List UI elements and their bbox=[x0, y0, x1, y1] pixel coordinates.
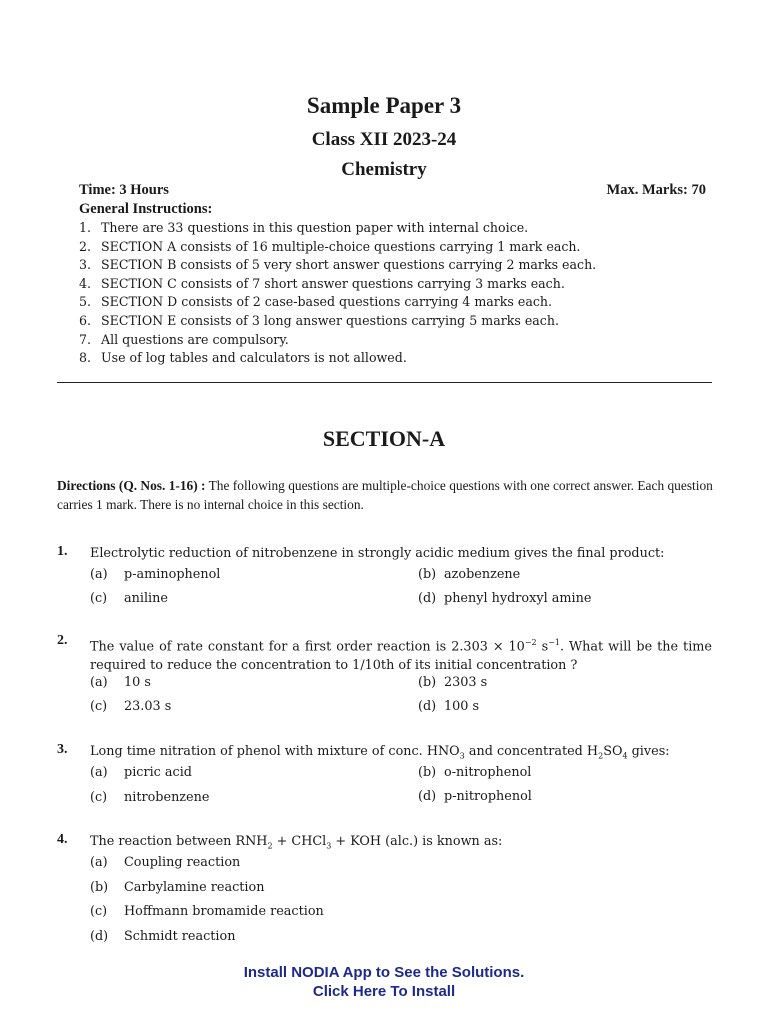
option-b bbox=[418, 565, 520, 584]
option-label: (c) bbox=[90, 790, 108, 805]
instruction-item bbox=[79, 293, 596, 312]
install-app-banner[interactable] bbox=[0, 963, 768, 1001]
option-text: 10 s bbox=[124, 675, 151, 690]
question-text-part: gives: bbox=[627, 744, 670, 759]
instruction-item bbox=[79, 238, 596, 257]
option-a bbox=[90, 673, 151, 692]
option-text: aniline bbox=[124, 591, 168, 606]
option-label: (c) bbox=[90, 904, 108, 919]
rate-constant: 2.303 × 10 bbox=[451, 639, 525, 655]
rate-exponent: −2 bbox=[524, 638, 537, 647]
question-text-part: The value of rate constant for a first order reaction is bbox=[90, 639, 452, 655]
instruction-number: 2. bbox=[79, 238, 92, 254]
section-title: SECTION-A bbox=[322, 426, 446, 451]
instruction-number: 3. bbox=[79, 257, 92, 273]
option-a bbox=[90, 763, 192, 782]
option-label: (a) bbox=[90, 855, 108, 870]
divider-line bbox=[57, 382, 712, 383]
instruction-text: SECTION E consists of 3 long answer questions carrying 5 marks each. bbox=[101, 312, 559, 328]
question-text-part: Long time nitration of phenol with mixture of conc. HNO bbox=[90, 744, 460, 759]
option-d bbox=[90, 927, 235, 946]
subscript: 3 bbox=[459, 751, 465, 761]
option-text: o-nitrophenol bbox=[444, 765, 532, 780]
option-b bbox=[418, 763, 531, 782]
instruction-number: 6. bbox=[79, 312, 92, 328]
option-d bbox=[418, 787, 532, 806]
option-c bbox=[90, 902, 324, 921]
option-text: Hoffmann bromamide reaction bbox=[124, 904, 324, 919]
install-app-link[interactable]: Install NODIA App to See the Solutions. bbox=[243, 964, 525, 981]
question-text: Electrolytic reduction of nitrobenzene in strongly acidic medium gives the final product: bbox=[90, 546, 665, 561]
option-label: (d) bbox=[90, 929, 109, 944]
instruction-item bbox=[79, 349, 596, 368]
subscript: 4 bbox=[622, 751, 628, 761]
question-text bbox=[90, 633, 712, 675]
instruction-number: 8. bbox=[79, 350, 92, 366]
option-b bbox=[90, 878, 264, 897]
option-label: (b) bbox=[418, 567, 437, 582]
instruction-text: There are 33 questions in this question paper with internal choice. bbox=[101, 220, 529, 235]
option-c bbox=[90, 589, 168, 608]
subscript: 2 bbox=[267, 841, 273, 851]
option-text: 23.03 s bbox=[124, 699, 172, 714]
instruction-number: 4. bbox=[79, 275, 92, 291]
option-a bbox=[90, 853, 240, 872]
time-label: Time: 3 Hours bbox=[79, 182, 169, 198]
instructions-list bbox=[79, 219, 596, 368]
instruction-text: SECTION D consists of 2 case-based questions carrying 4 marks each. bbox=[101, 294, 553, 310]
option-a bbox=[90, 565, 220, 584]
option-label: (c) bbox=[90, 591, 108, 606]
option-label: (a) bbox=[90, 675, 108, 690]
instruction-item bbox=[79, 312, 596, 331]
instruction-text: All questions are compulsory. bbox=[101, 331, 289, 347]
option-text: p-aminophenol bbox=[124, 567, 221, 582]
option-label: (b) bbox=[418, 675, 437, 690]
paper-title: Sample Paper 3 bbox=[306, 93, 462, 118]
option-text: p-nitrophenol bbox=[444, 789, 532, 804]
instruction-number: 1. bbox=[79, 220, 92, 235]
instruction-text: SECTION A consists of 16 multiple-choice questions carrying 1 mark each. bbox=[101, 238, 581, 254]
instructions-heading: General Instructions: bbox=[79, 201, 213, 217]
section-directions bbox=[57, 476, 713, 514]
option-d bbox=[418, 697, 479, 716]
question-text bbox=[90, 832, 712, 856]
instruction-item bbox=[79, 275, 596, 294]
option-text: 100 s bbox=[444, 699, 480, 714]
subscript: 3 bbox=[326, 841, 332, 851]
option-label: (b) bbox=[418, 765, 437, 780]
question-text-part: and concentrated H bbox=[464, 744, 599, 759]
option-c bbox=[90, 788, 209, 807]
subscript: 2 bbox=[598, 751, 604, 761]
option-label: (d) bbox=[418, 789, 437, 804]
subject-name: Chemistry bbox=[341, 159, 427, 180]
question-text-part: + CHCl bbox=[272, 834, 327, 849]
option-c bbox=[90, 697, 171, 716]
option-text: Coupling reaction bbox=[124, 855, 241, 870]
option-d bbox=[418, 589, 591, 608]
option-text: azobenzene bbox=[444, 567, 521, 582]
option-text: phenyl hydroxyl amine bbox=[444, 591, 592, 606]
click-to-install-link[interactable]: Click Here To Install bbox=[312, 983, 456, 1000]
question-text bbox=[90, 742, 712, 766]
option-text: Carbylamine reaction bbox=[124, 880, 265, 895]
option-label: (b) bbox=[90, 880, 109, 895]
question-number: 3. bbox=[57, 742, 68, 757]
instruction-text: SECTION C consists of 7 short answer questions carrying 3 marks each. bbox=[101, 275, 565, 291]
question-number: 4. bbox=[57, 832, 68, 847]
instruction-number: 5. bbox=[79, 294, 92, 310]
instruction-item bbox=[79, 256, 596, 275]
option-label: (d) bbox=[418, 699, 437, 714]
question-number: 1. bbox=[57, 544, 68, 559]
question-number: 2. bbox=[57, 633, 68, 648]
rate-unit: s bbox=[536, 639, 549, 655]
instruction-number: 7. bbox=[79, 331, 92, 347]
directions-text: The following questions are multiple-choice questions with one correct answer. Each question carries 1 mark. There is no internal choice in this section. bbox=[57, 478, 713, 512]
option-label: (d) bbox=[418, 591, 437, 606]
question-text-part: The reaction between RNH bbox=[90, 834, 268, 849]
option-b bbox=[418, 673, 487, 692]
option-text: nitrobenzene bbox=[124, 790, 210, 805]
option-label: (c) bbox=[90, 699, 108, 714]
option-text: Schmidt reaction bbox=[124, 929, 236, 944]
instruction-item bbox=[79, 331, 596, 350]
instruction-item bbox=[79, 219, 596, 238]
max-marks-label: Max. Marks: 70 bbox=[606, 182, 706, 198]
question-text-part: . What will be the time required to reduce the concentration to 1/10th of its initial concentration ? bbox=[90, 639, 712, 674]
option-label: (a) bbox=[90, 765, 108, 780]
option-text: picric acid bbox=[124, 765, 192, 780]
question-text-part: SO bbox=[603, 744, 623, 759]
question-text-part: + KOH (alc.) is known as: bbox=[331, 834, 503, 849]
rate-unit-exponent: −1 bbox=[548, 638, 560, 647]
instruction-text: SECTION B consists of 5 very short answer questions carrying 2 marks each. bbox=[101, 257, 597, 273]
option-label: (a) bbox=[90, 567, 108, 582]
class-year: Class XII 2023-24 bbox=[311, 129, 457, 150]
instruction-text: Use of log tables and calculators is not allowed. bbox=[101, 350, 407, 366]
option-text: 2303 s bbox=[444, 675, 488, 690]
directions-label: Directions (Q. Nos. 1-16) : bbox=[57, 478, 206, 493]
